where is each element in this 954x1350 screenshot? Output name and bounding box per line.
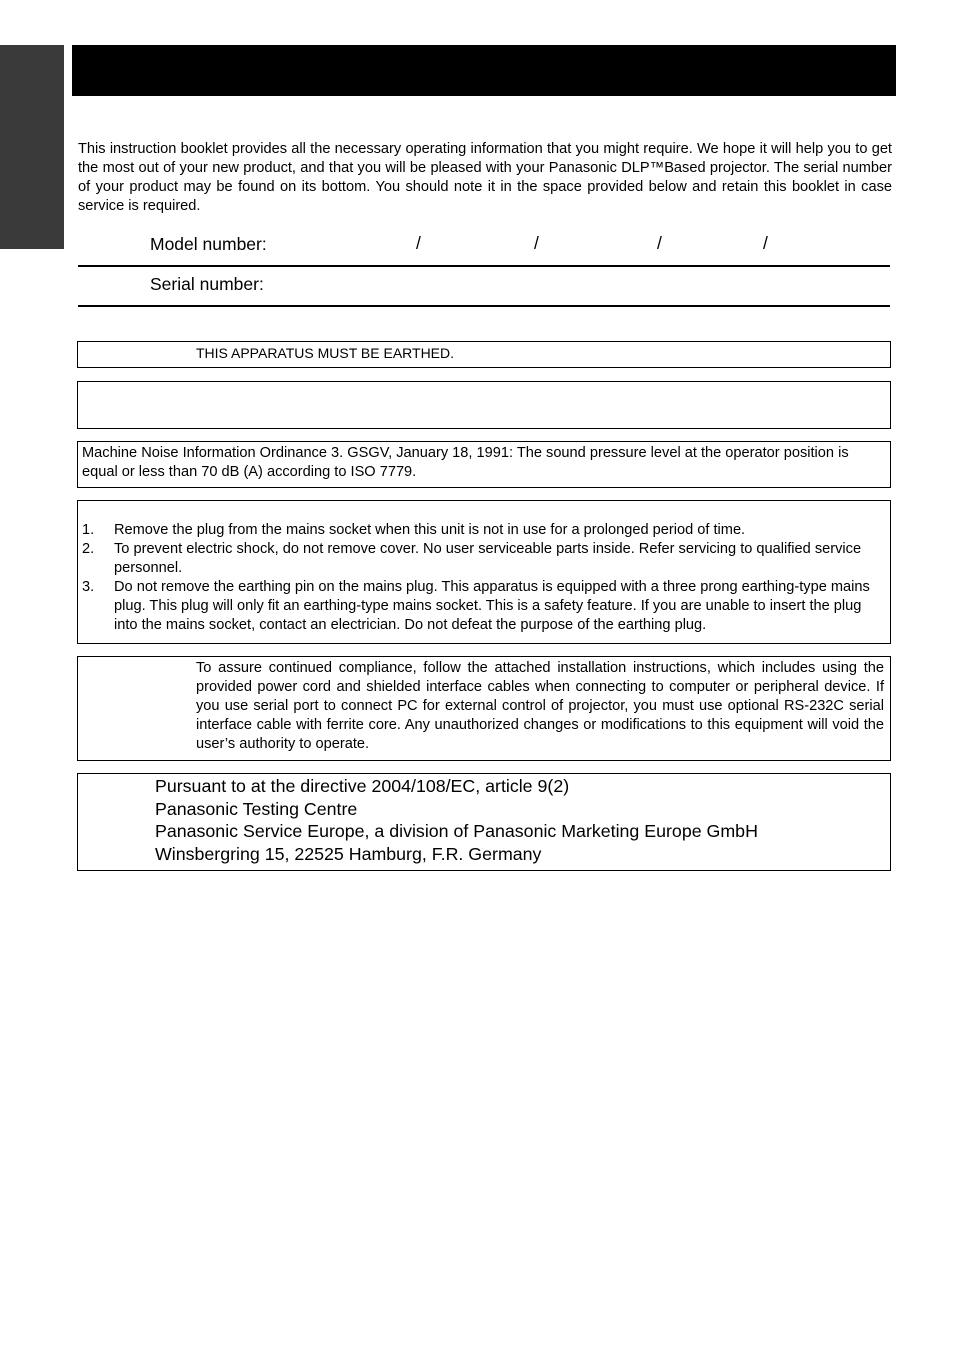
serial-number-label: Serial number: bbox=[150, 274, 264, 294]
model-number-row bbox=[78, 227, 890, 267]
serial-number-row bbox=[78, 267, 890, 307]
compliance-text: To assure continued compliance, follow the attached installation instructions, which includes using the provided power cord and shielded interface cables when connecting to computer or peripheral device. If you use serial port to connect PC for external control of projector, you must use optional RS-232C serial interface cable with ferrite core. Any unauthorized changes or modifications to this equipment will void the user’s authority to operate. bbox=[196, 660, 884, 752]
model-separator: / bbox=[657, 233, 662, 253]
blank-notice-box bbox=[77, 381, 891, 429]
directive-line: Pursuant to at the directive 2004/108/EC, article 9(2) bbox=[155, 776, 570, 796]
section-tab bbox=[0, 45, 64, 249]
service-company-line: Panasonic Service Europe, a division of Panasonic Marketing Europe GmbH bbox=[155, 821, 758, 841]
list-item: 3. Do not remove the earthing pin on the mains plug. This apparatus is equipped with a three prong earthing-type mains plug. This plug will only fit an earthing-type mains socket. This is a safety feature. If you are unable to insert the plug into the mains socket, contact an electrician. Do not defeat the purpose of the earthing plug. bbox=[82, 579, 870, 633]
model-number-label: Model number: bbox=[150, 234, 267, 254]
header-bar bbox=[72, 45, 896, 96]
representative-box bbox=[77, 773, 891, 871]
intro-paragraph: This instruction booklet provides all the necessary operating information that you might require. We hope it will help you to get the most out of your new product, and that you will be pleased with your Panasonic DLP™Based projector. The serial number of your product may be found on its bottom. You should note it in the space provided below and retain this booklet in case service is required. bbox=[78, 141, 892, 214]
noise-notice-box bbox=[77, 441, 891, 488]
compliance-box bbox=[77, 656, 891, 761]
warning-list bbox=[82, 521, 888, 635]
model-separator: / bbox=[416, 233, 421, 253]
earth-notice-box bbox=[77, 341, 891, 368]
model-separator: / bbox=[763, 233, 768, 253]
noise-notice-text: Machine Noise Information Ordinance 3. GSGV, January 18, 1991: The sound pressure level at the operator position is equal or less than 70 dB (A) according to ISO 7779. bbox=[82, 445, 849, 480]
model-separator: / bbox=[534, 233, 539, 253]
representative-address bbox=[155, 775, 758, 865]
list-item: 1. Remove the plug from the mains socket when this unit is not in use for a prolonged period of time. bbox=[82, 522, 746, 538]
testing-centre-line: Panasonic Testing Centre bbox=[155, 798, 358, 819]
address-line: Winsbergring 15, 22525 Hamburg, F.R. Germany bbox=[155, 843, 542, 864]
earth-notice-text: THIS APPARATUS MUST BE EARTHED. bbox=[196, 345, 455, 361]
warning-box bbox=[77, 500, 891, 644]
list-item: 2. To prevent electric shock, do not remove cover. No user serviceable parts inside. Refer servicing to qualified service personnel. bbox=[82, 541, 862, 576]
